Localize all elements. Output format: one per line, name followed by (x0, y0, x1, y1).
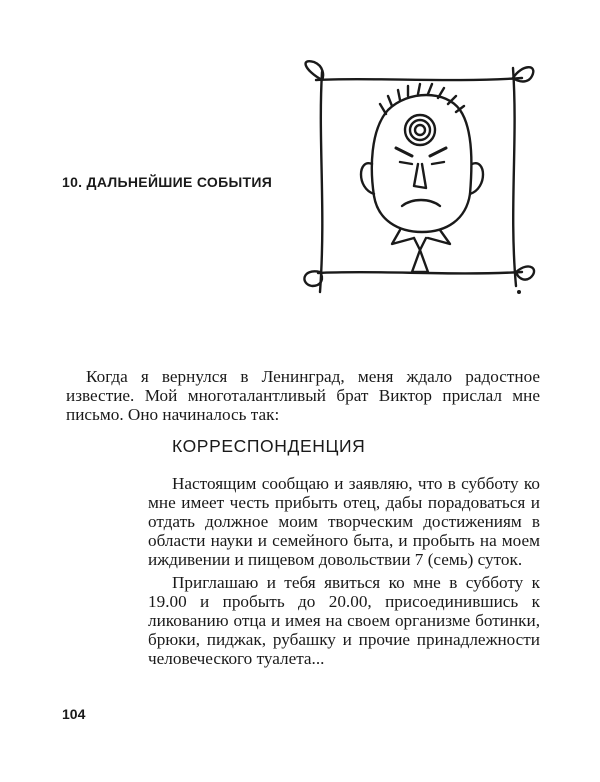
intro-paragraph-block (66, 367, 540, 424)
frame-top (316, 78, 522, 80)
framed-grumpy-man-drawing-icon (300, 60, 540, 305)
letter-text (148, 474, 540, 672)
chapter-title: 10. ДАЛЬНЕЙШИЕ СОБЫТИЯ (62, 174, 273, 190)
section-heading: КОРРЕСПОНДЕНЦИЯ (172, 436, 366, 456)
page-number: 104 (62, 706, 86, 722)
letter-paragraph: Приглашаю и тебя явиться ко мне в субботу к 19.00 и пробыть до 20.00, присоединившись к ликованию отца и имея на своем организме ботинки, брюки, пиджак, рубашку и прочие принадлежности человеческого туалета... (148, 573, 540, 668)
intro-paragraph: Когда я вернулся в Ленинград, меня ждало радостное известие. Мой многоталантливый брат Виктор прислал мне письмо. Оно начиналось так: (66, 367, 540, 424)
letter-paragraph: Настоящим сообщаю и заявляю, что в субботу ко мне имеет честь прибыть отец, дабы порадоваться и отдать должное моим творческим достижениям в области науки и семейного быта, и пробыть на моем иждивении и пищевом довольствии 7 (семь) суток. (148, 474, 540, 569)
frame-left (320, 72, 322, 292)
frame-right (513, 68, 516, 286)
